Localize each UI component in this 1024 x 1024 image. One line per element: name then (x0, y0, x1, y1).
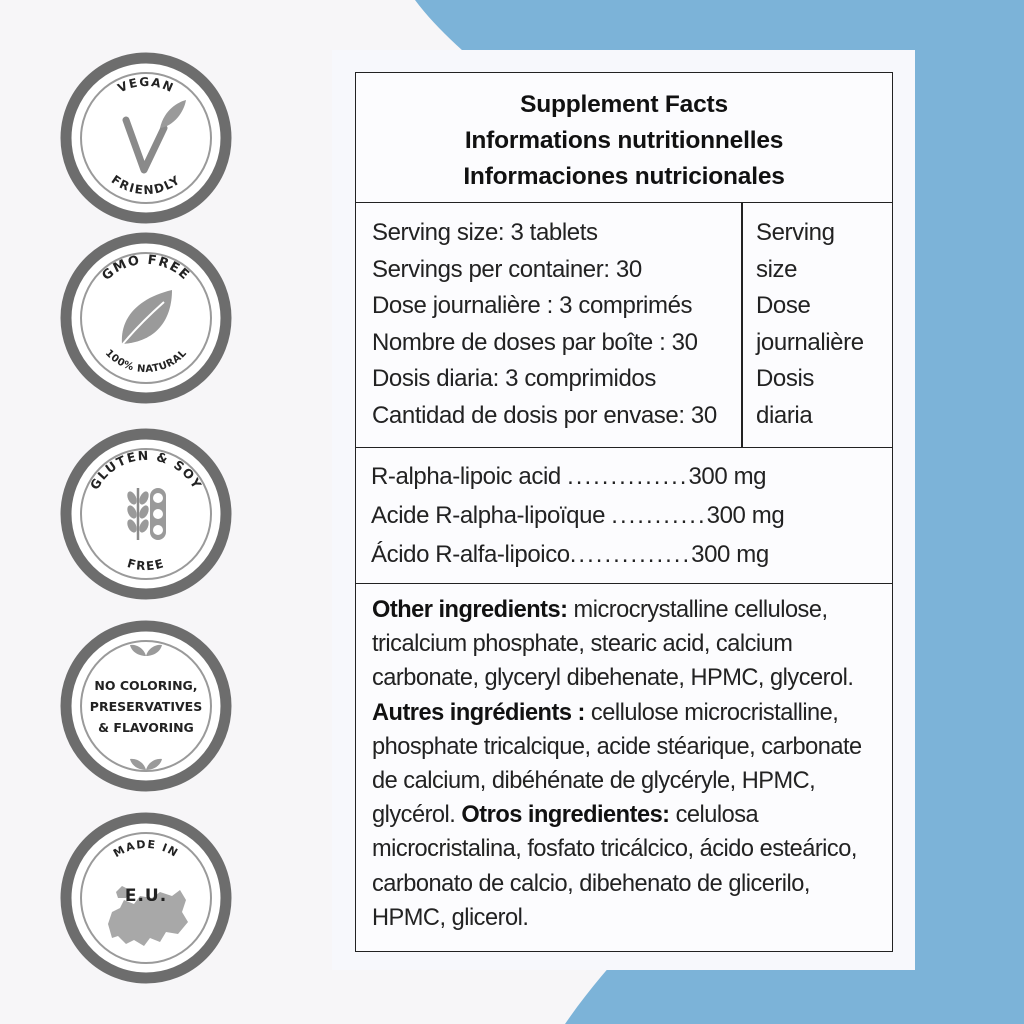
made-in-eu-badge (60, 812, 232, 984)
serving-line: Dose journalière : 3 comprimés (372, 292, 693, 319)
ingredient-name: R-alpha-lipoic acid (371, 463, 568, 490)
vegan-badge-graphic (60, 52, 232, 224)
ingredient-name: Ácido R-alfa-lipoico (371, 541, 570, 568)
serving-line: Servings per container: 30 (372, 255, 642, 283)
serving-line: Serving size: 3 tablets (372, 219, 598, 246)
table-header (356, 73, 892, 203)
ingredient-amount: 300 mg (688, 463, 767, 490)
supplement-facts-table (355, 72, 893, 952)
serving-section (356, 203, 892, 448)
column-header-line: Serving (756, 219, 835, 246)
leader-dots: .............. (569, 541, 692, 568)
badge-line: & FLAVORING (98, 720, 194, 735)
badge-top-text: MADE IN (111, 837, 182, 861)
title-es: Informaciones nutricionales (463, 163, 785, 190)
column-header-line: size (756, 255, 798, 283)
badge-top-text: GLUTEN & SOY (86, 447, 206, 493)
serving-info (372, 215, 742, 434)
title-en: Supplement Facts (520, 91, 728, 118)
badge-bottom-text: FRIENDLY (108, 172, 184, 198)
ingredient-row (371, 502, 784, 530)
other-ingredients-text-es: celulosa microcristalina, fosfato tricálcico, ácido esteárico, carbonato de calcio, dibehenato de glicerilo, HPMC, glicerol. (372, 802, 857, 931)
gmo-badge-graphic (60, 232, 232, 404)
active-ingredients (356, 448, 892, 584)
gluten-soy-free-badge (60, 428, 232, 600)
column-divider (741, 203, 743, 447)
other-ingredients-text-en: microcrystalline cellulose, tricalcium phosphate, stearic acid, calcium carbonate, glyceryl dibehenate, HPMC, glycerol. (372, 597, 854, 692)
badge-bottom-text: FREE (125, 556, 167, 574)
other-ingredients-label-en: Other ingredients: (372, 597, 568, 623)
ingredient-amount: 300 mg (691, 541, 769, 568)
badge-line: PRESERVATIVES (89, 699, 203, 714)
badge-top-text: GMO FREE (99, 252, 193, 284)
leader-dots: ........... (611, 502, 707, 529)
badge-line: NO COLORING, (94, 678, 198, 693)
vegan-friendly-badge (60, 52, 232, 224)
other-ingredients-label-fr: Autres ingrédients : (372, 699, 585, 726)
gluten-badge-graphic (60, 428, 232, 600)
other-ingredients-label-es: Otros ingredientes: (461, 802, 670, 829)
column-header-line: Dose (756, 292, 811, 319)
column-header-line: journalière (756, 328, 864, 356)
serving-column-header (756, 215, 886, 434)
ingredient-name: Acide R-alpha-lipoïque (371, 502, 612, 529)
title-fr: Informations nutritionnelles (464, 127, 784, 154)
eu-label: E.U. (124, 886, 168, 906)
no-coloring-badge (60, 620, 232, 792)
serving-line: Cantidad de dosis por envase: 30 (372, 401, 717, 429)
gmo-free-badge (60, 232, 232, 404)
serving-line: Dosis diaria: 3 comprimidos (372, 365, 656, 392)
badge-top-text: VEGAN (115, 74, 177, 96)
ingredient-amount: 300 mg (706, 502, 785, 529)
ingredient-row (371, 541, 769, 569)
no-coloring-text (60, 675, 232, 738)
other-ingredients (372, 593, 884, 935)
ingredient-row (371, 463, 766, 491)
column-header-line: Dosis (756, 365, 815, 392)
badge-bottom-text: 100% NATURAL (102, 347, 190, 376)
serving-line: Nombre de doses par boîte : 30 (372, 328, 698, 356)
column-header-line: diaria (756, 401, 813, 429)
other-ingredients-text-fr: cellulose microcristalline, phosphate tricalcique, acide stéarique, carbonate de calcium, dibéhénate de glycéryle, HPMC, glycérol. (372, 699, 862, 829)
leader-dots: .............. (567, 463, 689, 490)
